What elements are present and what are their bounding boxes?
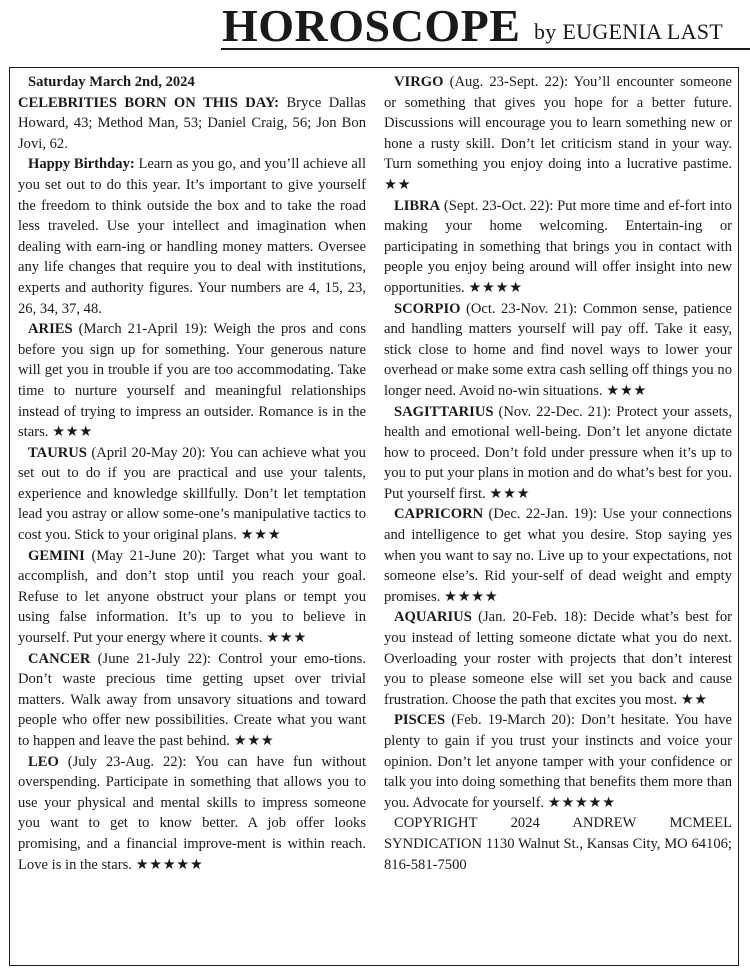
byline: by EUGENIA LAST (534, 19, 724, 44)
sign-name: LIBRA (394, 197, 441, 214)
celebrities-text: Bryce Dallas Howard, 43; Method Man, 53; Daniel Craig, 56; Jon Bon Jovi, 62. (18, 94, 366, 152)
sign-name: SCORPIO (394, 300, 461, 317)
sign-text: Decide what’s best for you instead of letting someone dictate what you do next. Overloading your roster with projects that don’t interest you to please someone else will set you back and cause frustration. Choose the path that excites you most. (384, 609, 732, 708)
birthday-text: Learn as you go, and you’ll achieve all you set out to do this year. It’s important to give yourself the freedom to think outside the box and to take the road less traveled. Use your intellect and imagination when dealing with earn-ing or handling money matters. Oversee any life changes that require you to deal with institutions, experts and authority figures. Your numbers are 4, 15, 23, 26, 34, 37, 48. (18, 156, 366, 317)
sign-dates: (June 21-July 22): (97, 650, 211, 667)
sign-text: Use your connections and intelligence to get what you desire. Stop saying yes when you want to say no. Live up to your expectations, not someone else’s. Rid your-self of dead weight and empty promises. (384, 506, 732, 605)
sign-pisces (384, 710, 732, 813)
star-rating: ★★★★★ (547, 794, 616, 811)
sign-libra (384, 196, 732, 299)
sign-capricorn (384, 504, 732, 607)
sign-scorpio (384, 299, 732, 402)
sign-taurus (18, 443, 366, 546)
sign-name: TAURUS (28, 444, 87, 461)
sign-dates: (July 23-Aug. 22): (67, 753, 187, 770)
sign-dates: (Oct. 23-Nov. 21): (465, 300, 578, 317)
sign-dates: (Feb. 19-March 20): (451, 712, 575, 729)
sign-aries (18, 319, 366, 443)
sign-name: GEMINI (28, 547, 85, 564)
sign-virgo (384, 72, 732, 196)
sign-name: AQUARIUS (394, 609, 472, 626)
sign-dates: (Sept. 23-Oct. 22): (443, 197, 554, 214)
right-column (384, 72, 732, 875)
date: Saturday March 2nd, 2024 (28, 74, 195, 90)
sign-text: You can have fun without overspending. Participate in something that allows you to use your physical and mental skills to impress someone you want to get to know better. A job offer looks promising, and a financial improve-ment is within reach. Love is in the stars. (18, 753, 366, 873)
copyright-notice: COPYRIGHT 2024 ANDREW MCMEEL SYNDICATION 1130 Walnut St., Kansas City, MO 64106; 816-581-7500 (384, 815, 732, 873)
sign-cancer (18, 649, 366, 752)
sign-text: Common sense, patience and handling matters yourself will pay off. Take it easy, stick close to home and find novel ways to lower your overhead or make some extra cash selling off things you no longer need. Avoid no-win situations. (384, 300, 732, 399)
sign-dates: (April 20-May 20): (91, 444, 206, 461)
star-rating: ★★★★ (444, 588, 499, 605)
sign-name: LEO (28, 753, 59, 770)
sign-name: SAGITTARIUS (394, 403, 494, 420)
star-rating: ★★★ (606, 382, 648, 399)
sign-dates: (May 21-June 20): (91, 547, 207, 564)
sign-name: CAPRICORN (394, 506, 484, 523)
sign-dates: (Jan. 20-Feb. 18): (478, 609, 588, 626)
star-rating: ★★ (680, 691, 708, 708)
sign-dates: (Aug. 23-Sept. 22): (449, 74, 569, 90)
star-rating: ★★★ (240, 527, 282, 544)
sign-name: ARIES (28, 321, 73, 338)
star-rating: ★★★★ (468, 279, 523, 296)
sign-dates: (Nov. 22-Dec. 21): (498, 403, 612, 420)
sign-name: VIRGO (394, 74, 444, 90)
sign-text: You’ll encounter someone or something that gives you hope for a better future. Discussions will encourage you to learn something new or hone a rusty skill. Don’t let criticism stand in your way. Turn something you enjoy doing into a lucrative pastime. (384, 74, 732, 173)
birthday-paragraph (18, 154, 366, 319)
star-rating: ★★★ (233, 733, 275, 749)
left-column (18, 72, 366, 875)
sign-text: Control your emo-tions. Don’t waste precious time getting upset over trivial matters. Walk away from unsavory situations and toward people who offer new possibilities. Create what you want to happen and leave the past behind. (18, 650, 366, 749)
sign-leo (18, 752, 366, 876)
celebrities-label: CELEBRITIES BORN ON THIS DAY: (18, 94, 280, 111)
birthday-label: Happy Birthday: (28, 156, 135, 173)
sign-dates: (March 21-April 19): (78, 321, 208, 338)
star-rating: ★★★ (266, 630, 307, 647)
page-title: HOROSCOPE (222, 0, 521, 51)
sign-text: Target what you want to accomplish, and don’t stop until you reach your goal. Refuse to let anyone obstruct your plans or tempt you using false information. It’s up to you to believe in yourself. Put your energy where it counts. (18, 547, 366, 647)
star-rating: ★★★★★ (135, 856, 204, 873)
celebrities-paragraph (18, 93, 366, 155)
sign-gemini (18, 546, 366, 649)
header (0, 0, 750, 58)
sign-text: You can achieve what you set out to do if you are practical and use your talents, experience and knowledge skillfully. Don’t let temptation lead you astray or allow some-one’s manipulative tactics to cost you. Stick to your original plans. (18, 444, 366, 544)
sign-dates: (Dec. 22-Jan. 19): (488, 506, 598, 523)
sign-text: Don’t hesitate. You have plenty to gain if you trust your instincts and voice your opinion. Don’t let anyone tamper with your confidence or talk you into doing something that benefits them more than you. Advocate for yourself. (384, 712, 732, 811)
sign-text: Weigh the pros and cons before you sign up for something. Your generous nature will get you in trouble if you are too accommodating. Take time to nurture yourself and meaningful relationships instead of trying to impress an outsider. Romance is in the stars. (18, 321, 367, 441)
star-rating: ★★★ (52, 424, 93, 441)
sign-sagittarius (384, 402, 732, 505)
sign-name: PISCES (394, 712, 446, 729)
sign-text: Protect your assets, health and emotional well-being. Don’t let anyone dictate how to proceed. Don’t fold under pressure when it’s up to you to put your plans in motion and do what’s best for you. Put yourself first. (384, 403, 732, 502)
sign-text: Put more time and ef-fort into making your home welcoming. Entertain-ing or participating in something that brings you in contact with people you enjoy being around will offer insight into new opportunities. (384, 197, 732, 296)
sign-aquarius (384, 607, 732, 710)
star-rating: ★★★ (489, 485, 531, 502)
sign-name: CANCER (28, 650, 91, 667)
star-rating: ★★ (384, 176, 412, 193)
